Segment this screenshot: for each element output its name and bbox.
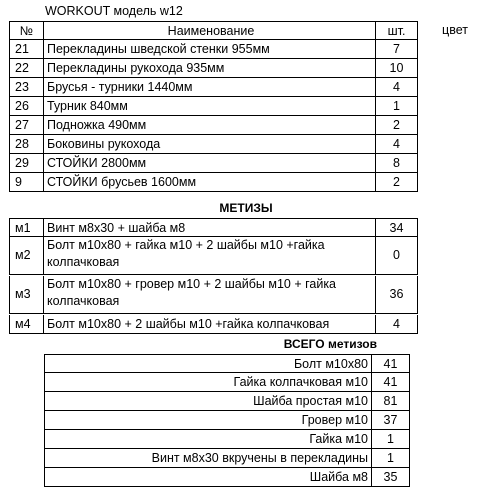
summary-label: Винт м8х30 вкручены в перекладины [44, 449, 372, 468]
summary-value: 1 [372, 430, 410, 449]
part-name: Перекладины шведской стенки 955мм [44, 40, 376, 59]
part-name: СТОЙКИ 2800мм [44, 154, 376, 173]
hardware-qty: 36 [376, 276, 418, 314]
part-name: Боковины рукохода [44, 135, 376, 154]
part-qty: 1 [376, 97, 418, 116]
header-color: цвет [442, 23, 468, 37]
part-qty: 4 [376, 135, 418, 154]
hardware-qty: 0 [376, 237, 418, 275]
summary-label: Гайка колпачковая м10 [44, 373, 372, 392]
part-num: 26 [9, 97, 44, 116]
hardware-name: Болт м10х80 + 2 шайбы м10 +гайка колпачковая [44, 315, 376, 334]
header-qty: шт. [376, 21, 418, 40]
summary-value: 41 [372, 373, 410, 392]
hardware-name: Болт м10х80 + гайка м10 + 2 шайбы м10 +гайка колпачковая [44, 237, 376, 275]
part-num: 21 [9, 40, 44, 59]
summary-label: Гайка м10 [44, 430, 372, 449]
summary-title: ВСЕГО метизов [283, 337, 377, 351]
part-num: 27 [9, 116, 44, 135]
summary-label: Шайба простая м10 [44, 392, 372, 411]
summary-value: 81 [372, 392, 410, 411]
summary-value: 1 [372, 449, 410, 468]
part-qty: 8 [376, 154, 418, 173]
summary-value: 41 [372, 354, 410, 373]
hardware-qty: 34 [376, 218, 418, 237]
part-name: Турник 840мм [44, 97, 376, 116]
part-qty: 7 [376, 40, 418, 59]
part-num: 28 [9, 135, 44, 154]
part-name: Перекладины рукохода 935мм [44, 59, 376, 78]
part-num: 29 [9, 154, 44, 173]
hardware-section-title: МЕТИЗЫ [219, 201, 273, 215]
hardware-num: м2 [9, 237, 44, 275]
part-qty: 10 [376, 59, 418, 78]
header-name: Наименование [44, 21, 376, 40]
document-title: WORKOUT модель w12 [45, 4, 183, 18]
summary-label: Гровер м10 [44, 411, 372, 430]
hardware-num: м4 [9, 315, 44, 334]
summary-value: 37 [372, 411, 410, 430]
hardware-name: Болт м10х80 + гровер м10 + 2 шайбы м10 + гайка колпачковая [44, 276, 376, 314]
part-name: Подножка 490мм [44, 116, 376, 135]
part-name: Брусья - турники 1440мм [44, 78, 376, 97]
hardware-name: Винт м8х30 + шайба м8 [44, 218, 376, 237]
part-num: 23 [9, 78, 44, 97]
part-name: СТОЙКИ брусьев 1600мм [44, 173, 376, 192]
hardware-num: м3 [9, 276, 44, 314]
part-num: 9 [9, 173, 44, 192]
part-num: 22 [9, 59, 44, 78]
part-qty: 4 [376, 78, 418, 97]
header-num: № [9, 21, 44, 40]
part-qty: 2 [376, 116, 418, 135]
part-qty: 2 [376, 173, 418, 192]
summary-label: Болт м10х80 [44, 354, 372, 373]
summary-value: 35 [372, 468, 410, 487]
summary-label: Шайба м8 [44, 468, 372, 487]
hardware-qty: 4 [376, 315, 418, 334]
hardware-num: м1 [9, 218, 44, 237]
